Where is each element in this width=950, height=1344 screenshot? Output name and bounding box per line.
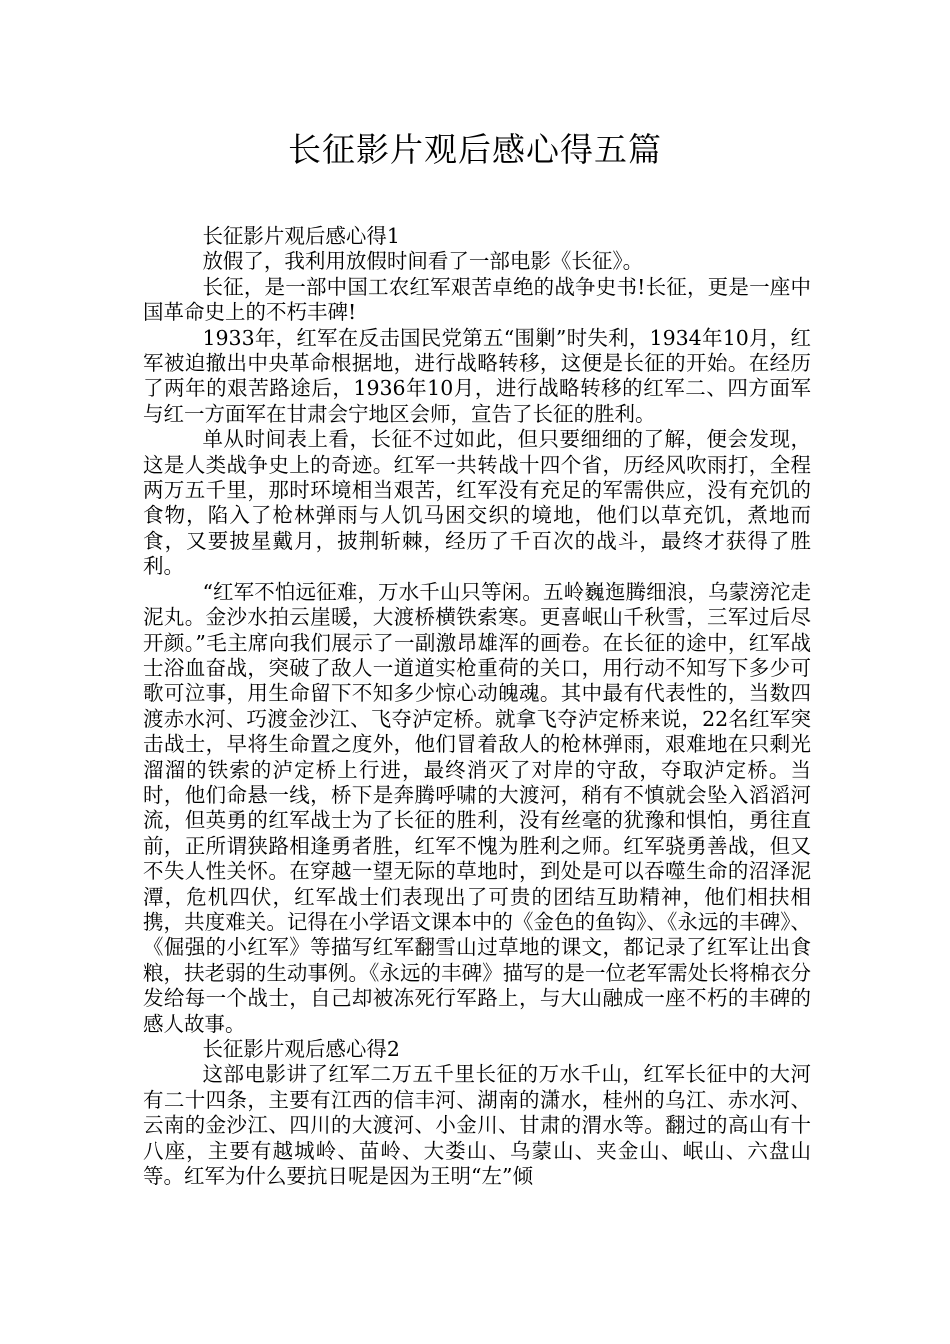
paragraph: 单从时间表上看，长征不过如此，但只要细细的了解，便会发现，这是人类战争史上的奇迹。红军一共转战十四个省，历经风吹雨打，全程两万五千里，那时环境相当艰苦，红军没有充足的军需供应，没有充饥的食物，陷入了枪林弹雨与人饥马困交织的境地，他们以草充饥，煮地而食，又要披星戴月，披荆斩棘，经历了千百次的战斗，最终才获得了胜利。	[143, 427, 811, 579]
paragraph: 长征，是一部中国工农红军艰苦卓绝的战争史书!长征，更是一座中国革命史上的不朽丰碑!	[143, 274, 811, 325]
section-heading-1: 长征影片观后感心得1	[202, 224, 400, 248]
document-title: 长征影片观后感心得五篇	[288, 130, 662, 169]
paragraph: “红军不怕远征难，万水千山只等闲。五岭巍迤腾细浪，乌蒙滂沱走泥丸。金沙水拍云崖暖，大渡桥横铁索寒。更喜岷山千秋雪，三军过后尽开颜。”毛主席向我们展示了一副激昂雄浑的画卷。在长征的途中，红军战士浴血奋战，突破了敌人一道道实枪重荷的关口，用行动不知写下多少可歌可泣事，用生命留下不知多少惊心动魄魂。其中最有代表性的，当数四渡赤水河、巧渡金沙江、飞夺泸定桥。就拿飞夺泸定桥来说，22名红军突击战士，早将生命置之度外，他们冒着敌人的枪林弹雨，艰难地在只剩光溜溜的铁索的泸定桥上行进，最终消灭了对岸的守敌，夺取泸定桥。当时，他们命悬一线，桥下是奔腾呼啸的大渡河，稍有不慎就会坠入滔滔河流，但英勇的红军战士为了长征的胜利，没有丝毫的犹豫和惧怕，勇往直前，正所谓狭路相逢勇者胜，红军不愧为胜利之师。红军骁勇善战，但又不失人性关怀。在穿越一望无际的草地时，到处是可以吞噬生命的沼泽泥潭，危机四伏，红军战士们表现出了可贵的团结互助精神，他们相扶相携，共度难关。记得在小学语文课本中的《金色的鱼钩》、《永远的丰碑》、《倔强的小红军》等描写红军翻雪山过草地的课文，都记录了红军让出食粮，扶老弱的生动事例。《永远的丰碑》描写的是一位老军需处长将棉衣分发给每一个战士，自己却被冻死行军路上，与大山融成一座不朽的丰碑的感人故事。	[143, 579, 811, 1036]
paragraph: 这部电影讲了红军二万五千里长征的万水千山，红军长征中的大河有二十四条，主要有江西的信丰河、湖南的潇水，桂州的乌江、赤水河、云南的金沙江、四川的大渡河、小金川、甘肃的渭水等。翻过的高山有十八座，主要有越城岭、苗岭、大娄山、乌蒙山、夹金山、岷山、六盘山等。红军为什么要抗日呢是因为王明“左”倾	[143, 1062, 811, 1189]
paragraph: 1933年，红军在反击国民党第五“围剿”时失利，1934年10月，红军被迫撤出中央革命根据地，进行战略转移，这便是长征的开始。在经历了两年的艰苦路途后，1936年10月，进行战略转移的红军二、四方面军与红一方面军在甘肃会宁地区会师，宣告了长征的胜利。	[143, 325, 811, 426]
paragraph: 放假了，我利用放假时间看了一部电影《长征》。	[202, 249, 644, 274]
document-body	[143, 224, 811, 1189]
section-heading-2: 长征影片观后感心得2	[202, 1037, 400, 1061]
